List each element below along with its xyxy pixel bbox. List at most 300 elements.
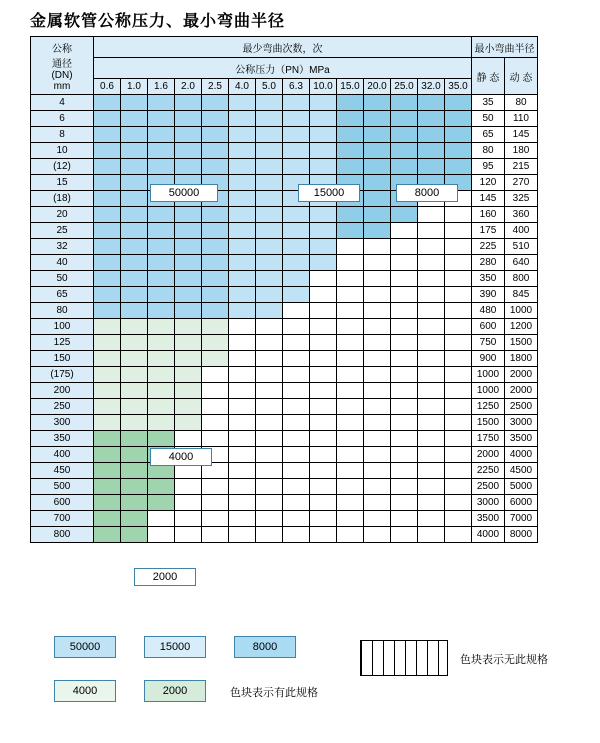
radius-static-value: 2500 [472,479,505,495]
radius-static-value: 50 [472,111,505,127]
spec-cell-filled [256,239,283,255]
spec-cell-empty [445,287,472,303]
radius-dynamic-value: 510 [505,239,538,255]
dn-value: 40 [31,255,94,271]
spec-cell-filled [256,143,283,159]
spec-cell-empty [175,511,202,527]
spec-cell-filled [94,271,121,287]
spec-cell-empty [202,415,229,431]
spec-cell-filled [148,399,175,415]
spec-cell-empty [445,303,472,319]
spec-cell-empty [256,335,283,351]
hatch-sample [360,640,448,676]
spec-cell-filled [148,239,175,255]
dn-value: 4 [31,95,94,111]
table-row [31,351,538,367]
table-row [31,303,538,319]
spec-cell-empty [364,431,391,447]
spec-cell-empty [337,271,364,287]
spec-cell-filled [94,223,121,239]
dn-value: 65 [31,287,94,303]
pn-column-header: 4.0 [229,79,256,95]
table-row [31,479,538,495]
spec-cell-filled [94,383,121,399]
spec-cell-filled [229,159,256,175]
spec-cell-empty [229,383,256,399]
spec-cell-filled [202,95,229,111]
table-row [31,127,538,143]
spec-cell-filled [94,191,121,207]
spec-cell-filled [148,383,175,399]
spec-cell-filled [175,287,202,303]
table-row [31,335,538,351]
dn-value: 600 [31,495,94,511]
spec-cell-empty [445,383,472,399]
spec-cell-empty [310,527,337,543]
spec-cell-empty [337,335,364,351]
spec-cell-filled [364,111,391,127]
spec-cell-empty [283,399,310,415]
spec-cell-empty [418,287,445,303]
dn-value: 150 [31,351,94,367]
dn-value: 300 [31,415,94,431]
spec-cell-filled [175,367,202,383]
spec-cell-empty [229,447,256,463]
spec-cell-empty [310,319,337,335]
radius-static-value: 390 [472,287,505,303]
radius-static-value: 225 [472,239,505,255]
spec-cell-filled [121,271,148,287]
spec-cell-filled [94,399,121,415]
spec-cell-empty [202,527,229,543]
spec-cell-empty [445,399,472,415]
spec-cell-filled [364,159,391,175]
spec-cell-empty [283,463,310,479]
spec-cell-filled [94,335,121,351]
spec-cell-empty [283,303,310,319]
radius-dynamic-value: 1500 [505,335,538,351]
spec-cell-filled [202,351,229,367]
spec-cell-filled [175,223,202,239]
overlay-value-label: 2000 [134,568,196,586]
spec-cell-empty [445,319,472,335]
page-title: 金属软管公称压力、最小弯曲半径 [30,11,286,30]
bend-count-header: 最少弯曲次数，次 [94,37,472,58]
spec-cell-filled [121,287,148,303]
pn-header: 公称压力（PN）MPa [94,58,472,79]
legend-swatch-15000: 15000 [144,636,206,658]
spec-cell-filled [94,111,121,127]
spec-cell-filled [445,111,472,127]
spec-cell-empty [310,271,337,287]
spec-cell-filled [445,127,472,143]
spec-cell-filled [94,367,121,383]
spec-cell-empty [364,319,391,335]
spec-cell-empty [445,527,472,543]
dn-value: (12) [31,159,94,175]
spec-cell-empty [418,511,445,527]
spec-cell-filled [283,95,310,111]
table-row [31,223,538,239]
spec-cell-filled [175,399,202,415]
radius-dynamic-value: 325 [505,191,538,207]
spec-cell-empty [391,527,418,543]
spec-cell-filled [121,175,148,191]
radius-dynamic-value: 400 [505,223,538,239]
spec-cell-filled [310,223,337,239]
spec-cell-empty [256,511,283,527]
pn-column-header: 1.6 [148,79,175,95]
spec-cell-empty [229,495,256,511]
spec-cell-filled [121,431,148,447]
spec-cell-empty [418,399,445,415]
radius-dynamic-value: 5000 [505,479,538,495]
spec-cell-empty [310,399,337,415]
radius-dynamic-value: 270 [505,175,538,191]
table-row [31,511,538,527]
radius-dynamic-value: 360 [505,207,538,223]
spec-cell-empty [364,479,391,495]
color-note: 色块表示有此规格 [230,687,318,699]
spec-cell-filled [94,207,121,223]
spec-cell-filled [94,175,121,191]
radius-static-value: 600 [472,319,505,335]
spec-cell-filled [148,159,175,175]
spec-cell-filled [337,143,364,159]
spec-cell-filled [337,95,364,111]
spec-cell-empty [364,383,391,399]
spec-cell-empty [418,335,445,351]
spec-cell-filled [175,319,202,335]
spec-cell-empty [256,367,283,383]
spec-cell-empty [445,271,472,287]
table-row [31,431,538,447]
spec-cell-filled [283,143,310,159]
spec-cell-empty [202,431,229,447]
spec-cell-filled [229,191,256,207]
dn-header-line-1: 公称 [52,43,72,55]
spec-cell-empty [337,463,364,479]
spec-cell-empty [283,383,310,399]
spec-cell-empty [283,351,310,367]
dn-value: 25 [31,223,94,239]
radius-static-value: 3000 [472,495,505,511]
spec-cell-filled [121,479,148,495]
dn-value: (175) [31,367,94,383]
radius-dynamic-value: 80 [505,95,538,111]
radius-static-value: 65 [472,127,505,143]
spec-cell-empty [391,495,418,511]
spec-cell-filled [121,319,148,335]
spec-cell-empty [391,239,418,255]
spec-cell-filled [229,207,256,223]
spec-cell-empty [283,447,310,463]
dn-value: 100 [31,319,94,335]
pn-column-header: 6.3 [283,79,310,95]
spec-cell-empty [229,431,256,447]
spec-cell-filled [148,271,175,287]
spec-cell-filled [256,95,283,111]
spec-cell-empty [337,495,364,511]
spec-cell-empty [445,479,472,495]
spec-cell-filled [283,271,310,287]
spec-cell-empty [229,527,256,543]
spec-cell-empty [310,447,337,463]
spec-cell-filled [256,303,283,319]
spec-cell-filled [202,159,229,175]
spec-cell-filled [229,287,256,303]
radius-dynamic-value: 7000 [505,511,538,527]
dn-value: 450 [31,463,94,479]
spec-cell-empty [337,303,364,319]
spec-cell-empty [229,367,256,383]
spec-cell-filled [256,287,283,303]
spec-cell-empty [445,367,472,383]
spec-cell-filled [175,143,202,159]
spec-cell-filled [94,479,121,495]
spec-cell-filled [148,319,175,335]
spec-cell-empty [202,399,229,415]
spec-cell-empty [364,351,391,367]
spec-cell-filled [310,207,337,223]
spec-cell-empty [337,239,364,255]
spec-cell-filled [175,271,202,287]
radius-dynamic-value: 4000 [505,447,538,463]
dn-value: 350 [31,431,94,447]
spec-cell-empty [256,383,283,399]
spec-cell-empty [364,527,391,543]
spec-cell-empty [364,303,391,319]
spec-cell-filled [121,447,148,463]
spec-cell-filled [94,447,121,463]
radius-static-value: 4000 [472,527,505,543]
spec-cell-filled [202,303,229,319]
spec-cell-empty [391,223,418,239]
dn-value: 200 [31,383,94,399]
spec-cell-filled [121,143,148,159]
radius-dynamic-value: 8000 [505,527,538,543]
spec-cell-empty [175,479,202,495]
spec-cell-empty [418,447,445,463]
spec-cell-empty [418,207,445,223]
spec-cell-filled [121,239,148,255]
spec-cell-empty [391,271,418,287]
spec-cell-empty [364,239,391,255]
spec-cell-empty [310,351,337,367]
spec-cell-empty [337,431,364,447]
spec-cell-empty [283,415,310,431]
radius-static-value: 1750 [472,431,505,447]
dn-value: 50 [31,271,94,287]
spec-cell-filled [364,143,391,159]
spec-cell-filled [229,223,256,239]
header-row-1 [31,37,538,58]
spec-cell-filled [94,527,121,543]
spec-cell-filled [364,95,391,111]
spec-cell-empty [445,447,472,463]
spec-cell-filled [229,303,256,319]
spec-cell-filled [175,95,202,111]
radius-dynamic-value: 215 [505,159,538,175]
spec-cell-empty [418,463,445,479]
spec-cell-empty [283,495,310,511]
spec-cell-filled [418,143,445,159]
spec-cell-filled [148,127,175,143]
spec-cell-filled [337,111,364,127]
spec-cell-empty [283,527,310,543]
spec-cell-empty [229,319,256,335]
radius-static-value: 95 [472,159,505,175]
spec-cell-filled [175,111,202,127]
spec-cell-empty [445,463,472,479]
spec-cell-empty [337,447,364,463]
spec-cell-filled [121,383,148,399]
header-row-3-pn-columns [31,79,538,95]
spec-cell-empty [337,351,364,367]
dn-value: 8 [31,127,94,143]
pn-column-header: 35.0 [445,79,472,95]
spec-cell-empty [310,431,337,447]
radius-static-value: 175 [472,223,505,239]
spec-cell-filled [337,223,364,239]
spec-cell-empty [310,479,337,495]
spec-cell-empty [256,351,283,367]
spec-cell-filled [94,143,121,159]
dn-header-line-4: mm [53,80,71,92]
spec-cell-filled [148,143,175,159]
dn-value: 6 [31,111,94,127]
table-row [31,191,538,207]
spec-cell-filled [256,271,283,287]
spec-cell-filled [310,255,337,271]
radius-dynamic-value: 845 [505,287,538,303]
table-row [31,527,538,543]
spec-cell-filled [229,95,256,111]
spec-cell-filled [121,399,148,415]
table-row [31,415,538,431]
spec-cell-empty [310,383,337,399]
spec-cell-filled [148,479,175,495]
dn-value: 400 [31,447,94,463]
spec-cell-empty [283,479,310,495]
legend-swatch-2000: 2000 [144,680,206,702]
spec-cell-empty [364,495,391,511]
spec-cell-filled [121,527,148,543]
spec-cell-filled [229,111,256,127]
spec-cell-empty [229,415,256,431]
table-row [31,287,538,303]
spec-cell-empty [148,527,175,543]
spec-cell-empty [445,335,472,351]
spec-cell-filled [121,95,148,111]
radius-dynamic-value: 2000 [505,367,538,383]
spec-cell-filled [310,127,337,143]
spec-cell-empty [445,511,472,527]
spec-cell-filled [175,127,202,143]
spec-cell-empty [364,415,391,431]
spec-cell-filled [148,415,175,431]
spec-cell-empty [337,479,364,495]
table-row [31,207,538,223]
spec-cell-empty [391,303,418,319]
spec-cell-filled [175,207,202,223]
table-head [31,37,538,95]
spec-cell-filled [175,255,202,271]
legend [30,636,570,710]
table-row [31,463,538,479]
table-row [31,239,538,255]
spec-cell-empty [283,367,310,383]
spec-cell-filled [310,111,337,127]
spec-cell-filled [202,335,229,351]
legend-swatch-4000: 4000 [54,680,116,702]
spec-cell-filled [148,303,175,319]
spec-cell-empty [310,511,337,527]
spec-cell-filled [121,303,148,319]
spec-cell-empty [148,511,175,527]
spec-cell-filled [148,335,175,351]
spec-cell-filled [310,239,337,255]
spec-cell-filled [94,431,121,447]
spec-cell-empty [445,495,472,511]
spec-cell-filled [202,239,229,255]
table-row [31,255,538,271]
dn-header-cell [31,37,94,95]
spec-cell-filled [175,303,202,319]
spec-cell-filled [94,415,121,431]
table-row [31,495,538,511]
spec-cell-filled [202,207,229,223]
spec-cell-empty [418,255,445,271]
spec-cell-empty [202,511,229,527]
spec-cell-empty [445,207,472,223]
spec-cell-empty [418,223,445,239]
spec-cell-empty [310,287,337,303]
spec-cell-filled [202,287,229,303]
radius-static-value: 900 [472,351,505,367]
table-row [31,175,538,191]
spec-cell-filled [94,351,121,367]
table-row [31,271,538,287]
spec-cell-filled [175,239,202,255]
spec-cell-empty [364,463,391,479]
spec-cell-filled [229,239,256,255]
spec-cell-filled [175,351,202,367]
spec-cell-filled [148,431,175,447]
hatch-note: 色块表示无此规格 [460,654,548,666]
spec-cell-filled [337,127,364,143]
spec-cell-filled [229,143,256,159]
header-row-2 [31,58,538,79]
table-row [31,399,538,415]
spec-cell-empty [418,527,445,543]
legend-swatch-8000: 8000 [234,636,296,658]
table-body [31,95,538,543]
spec-cell-filled [94,495,121,511]
spec-table-wrapper [30,36,538,583]
dn-value: 10 [31,143,94,159]
radius-dynamic-value: 2500 [505,399,538,415]
spec-cell-filled [175,383,202,399]
spec-cell-empty [256,431,283,447]
spec-cell-empty [283,511,310,527]
spec-cell-filled [121,191,148,207]
spec-cell-filled [175,159,202,175]
radius-dynamic-value: 800 [505,271,538,287]
spec-cell-filled [121,159,148,175]
radius-static-value: 350 [472,271,505,287]
spec-cell-empty [229,335,256,351]
